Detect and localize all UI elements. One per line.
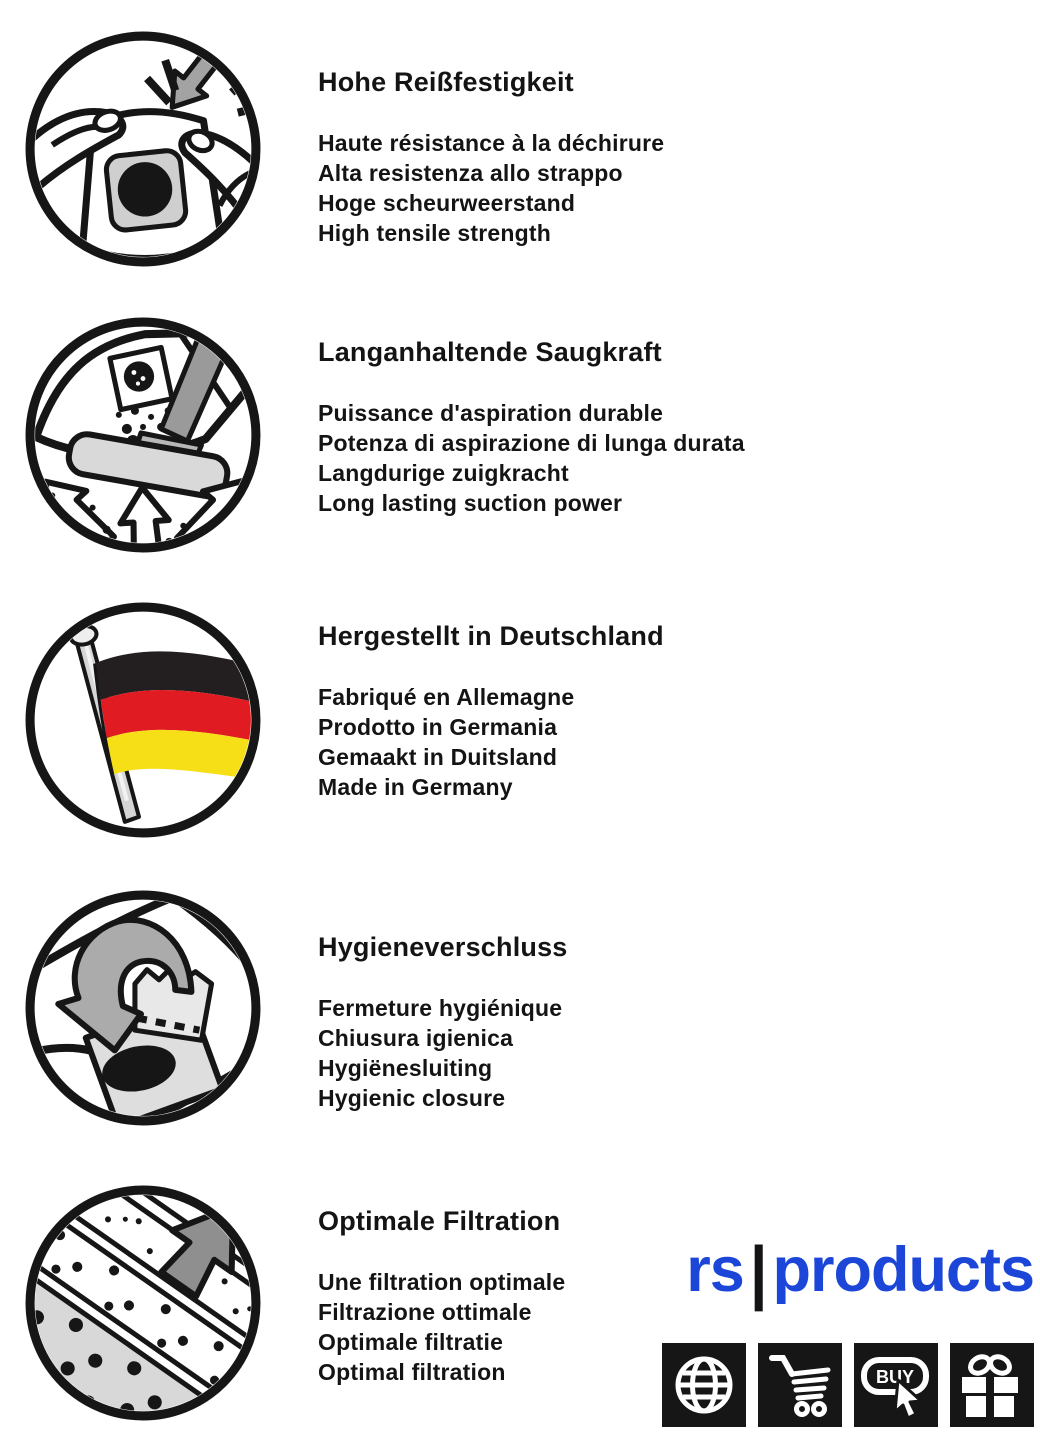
feature-translation-nl: Optimale filtratie [318, 1329, 504, 1355]
buy-label: BUY [875, 1367, 915, 1387]
feature-suction-power [318, 336, 898, 518]
feature-translation-it: Chiusura igienica [318, 1025, 514, 1051]
feature-translation-fr: Fermeture hygiénique [318, 995, 563, 1021]
feature-title: Hygieneverschluss [318, 932, 568, 962]
feature-translation-en: Optimal filtration [318, 1359, 506, 1385]
logo-separator-bar: | [749, 1232, 767, 1312]
feature-translation-it: Filtrazione ottimale [318, 1299, 532, 1325]
feature-translation-en: High tensile strength [318, 220, 551, 246]
filter-layers-icon [22, 1182, 264, 1424]
globe-icon [662, 1343, 746, 1427]
german-flag-icon [22, 599, 264, 841]
feature-translation-it: Prodotto in Germania [318, 714, 558, 740]
feature-translation-nl: Gemaakt in Duitsland [318, 744, 558, 770]
feature-title: Langanhaltende Saugkraft [318, 337, 662, 367]
feature-translation-fr: Fabriqué en Allemagne [318, 684, 575, 710]
feature-translation-nl: Hoge scheurweerstand [318, 190, 576, 216]
brand-icon-row [662, 1343, 1034, 1427]
feature-hygienic-closure [318, 931, 898, 1113]
feature-translation-nl: Hygiënesluiting [318, 1055, 493, 1081]
feature-made-in-germany [318, 620, 898, 802]
vacuum-suction-icon [22, 314, 264, 556]
gift-icon [950, 1343, 1034, 1427]
hands-tearing-bag-icon [22, 28, 264, 270]
hygienic-closure-icon [22, 887, 264, 1129]
feature-translation-fr: Puissance d'aspiration durable [318, 400, 664, 426]
feature-title: Optimale Filtration [318, 1206, 561, 1236]
feature-translation-fr: Une filtration optimale [318, 1269, 566, 1295]
feature-translation-it: Alta resistenza allo strappo [318, 160, 623, 186]
feature-translation-nl: Langdurige zuigkracht [318, 460, 569, 486]
feature-translation-en: Hygienic closure [318, 1085, 506, 1111]
shopping-cart-icon [758, 1343, 842, 1427]
feature-translation-en: Made in Germany [318, 774, 513, 800]
feature-translation-en: Long lasting suction power [318, 490, 623, 516]
buy-cursor-icon [854, 1343, 938, 1427]
brand-logo [686, 1232, 1034, 1312]
logo-text-products: products [772, 1235, 1034, 1305]
logo-text-rs: rs [686, 1235, 744, 1305]
feature-translation-fr: Haute résistance à la déchirure [318, 130, 665, 156]
feature-translation-it: Potenza di aspirazione di lunga durata [318, 430, 745, 456]
feature-title: Hergestellt in Deutschland [318, 621, 664, 651]
feature-tear-resistance [318, 66, 898, 248]
feature-title: Hohe Reißfestigkeit [318, 67, 574, 97]
